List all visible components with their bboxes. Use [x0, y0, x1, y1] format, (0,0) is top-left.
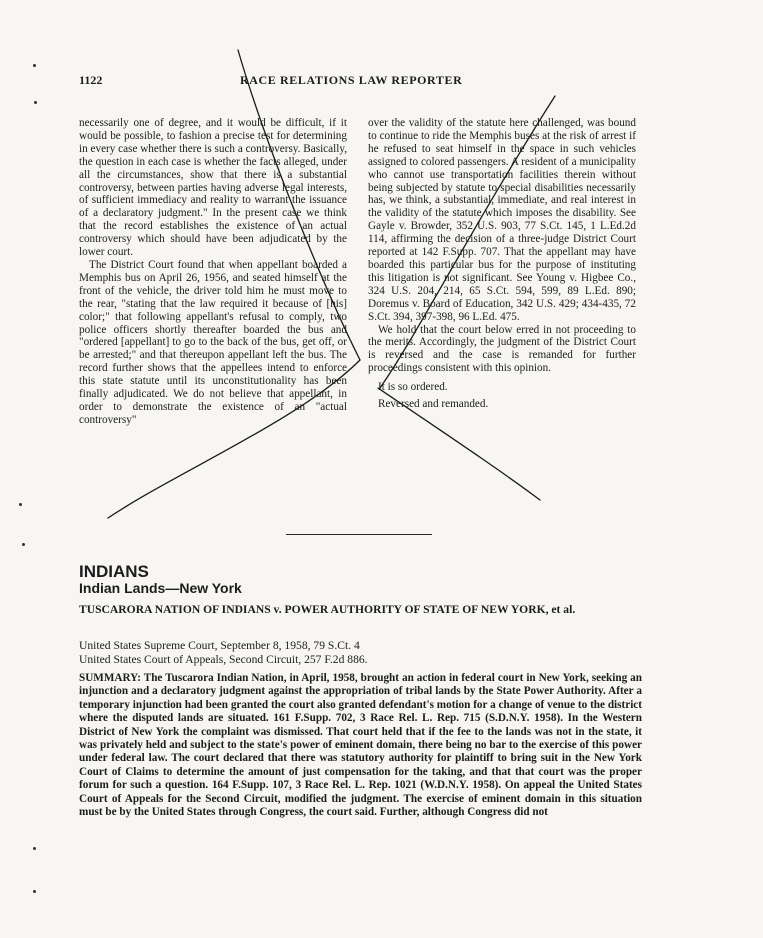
section-subtitle: Indian Lands—New York — [79, 580, 242, 596]
right-paragraph-1: over the validity of the statute here challenged, was bound to continue to ride the Memphis buses at the risk of arrest if he refused to seat himself in the space in such vehicles assigned to colored passengers. A resident of a municipality who cannot use transportation facilities therein without being subjected by statute to special disabilities necessarily has, we think, a substantial, immediate, and real interest in the validity of the statute which imposes the disability. See Gayle v. Browder, 352 U.S. 903, 77 S.Ct. 145, 1 L.Ed.2d 114, affirming the decision of a three-judge District Court reported at 142 F.Supp. 707. That the appellant may have boarded this particular bus for the purpose of instituting this litigation is not significant. See Young v. Higbee Co., 324 U.S. 204, 214, 65 S.Ct. 594, 599, 89 L.Ed. 890; Doremus v. Board of Education, 342 U.S. 429; 434-435, 72 S.Ct. 394, 397-398, 96 L.Ed. 475. — [368, 117, 636, 323]
left-paragraph-1: necessarily one of degree, and it would be difficult, if it would be possible, to fashion a precise test for determining in every case whether there is such a controversy. Basically, the question in each case is whether the facts alleged, under all the circumstances, show that there is a substantial controversy, between parties having adverse legal interests, of sufficient immediacy and reality to warrant the issuance of a declaratory judgment." In the present case we think that the record establishes the existence of an actual controversy which should have been adjudicated by the lower court. — [79, 117, 347, 259]
closing-ordered: It is so ordered. — [378, 381, 448, 394]
citation-supreme-court: United States Supreme Court, September 8, 1958, 79 S.Ct. 4 — [79, 639, 360, 652]
section-title: INDIANS — [79, 562, 149, 581]
case-title: TUSCARORA NATION OF INDIANS v. POWER AUTHORITY OF STATE OF NEW YORK, et al. — [79, 603, 576, 616]
right-paragraph-2: We hold that the court below erred in not proceeding to the merits. Accordingly, the judgment of the District Court is reversed and the case is remanded for further proceedings consistent with this opinion. — [368, 323, 636, 375]
scan-speck — [33, 890, 36, 893]
scan-speck — [19, 503, 22, 506]
left-paragraph-2: The District Court found that when appellant boarded a Memphis bus on April 26, 1956, and seated himself at the front of the vehicle, the driver told him he must move to the rear, "stating that the law required it because of [his] color;" that following appellant's refusal to comply, two police officers shortly thereafter boarded the bus and "ordered [appellant] to go to the back of the bus, get off, or be arrested;" and that thereupon appellant left the bus. The record further shows that the appellees intend to enforce this state statute until its unconstitutionality has been finally adjudicated. We do not believe that appellant, in order to demonstrate the existence of an "actual controversy" — [79, 258, 347, 426]
page-number: 1122 — [79, 73, 103, 87]
right-column — [368, 117, 636, 411]
citation-court-of-appeals: United States Court of Appeals, Second Circuit, 257 F.2d 886. — [79, 652, 368, 666]
scan-speck — [22, 543, 25, 546]
case-citations — [79, 639, 645, 666]
scan-speck — [33, 847, 36, 850]
running-head: RACE RELATIONS LAW REPORTER — [240, 73, 463, 87]
section-divider — [286, 534, 432, 535]
scan-speck — [34, 101, 37, 104]
scan-speck — [33, 64, 36, 67]
case-summary: SUMMARY: The Tuscarora Indian Nation, in April, 1958, brought an action in federal court in New York, seeking an injunction and a declaratory judgment against the appropriation of tribal lands by the State Power Authority. After a temporary injunction had been granted the court also granted defendant's motion for a change of venue to the district where the disputed lands are situated. 161 F.Supp. 702, 3 Race Rel. L. Rep. 715 (S.D.N.Y. 1958). In the Western District of New York the complaint was dismissed. That court held that if the fee to the lands was not in the state, it was privately held and subject to the state's power of eminent domain, there being no bar to the exercise of this power under federal law. The court declared that there was statutory authority for plaintiff to bring suit in the New York Court of Claims to determine the amount of just compensation for the taking, and that that court was the proper forum for such a question. 164 F.Supp. 107, 3 Race Rel. L. Rep. 1021 (W.D.N.Y. 1958). On appeal the United States Court of Appeals for the Second Circuit, modified the judgment. The exercise of eminent domain in this situation must be by the United States through Congress, the court said. Further, although Congress did not — [79, 672, 642, 819]
left-column — [79, 117, 347, 427]
closing-reversed: Reversed and remanded. — [378, 398, 489, 411]
